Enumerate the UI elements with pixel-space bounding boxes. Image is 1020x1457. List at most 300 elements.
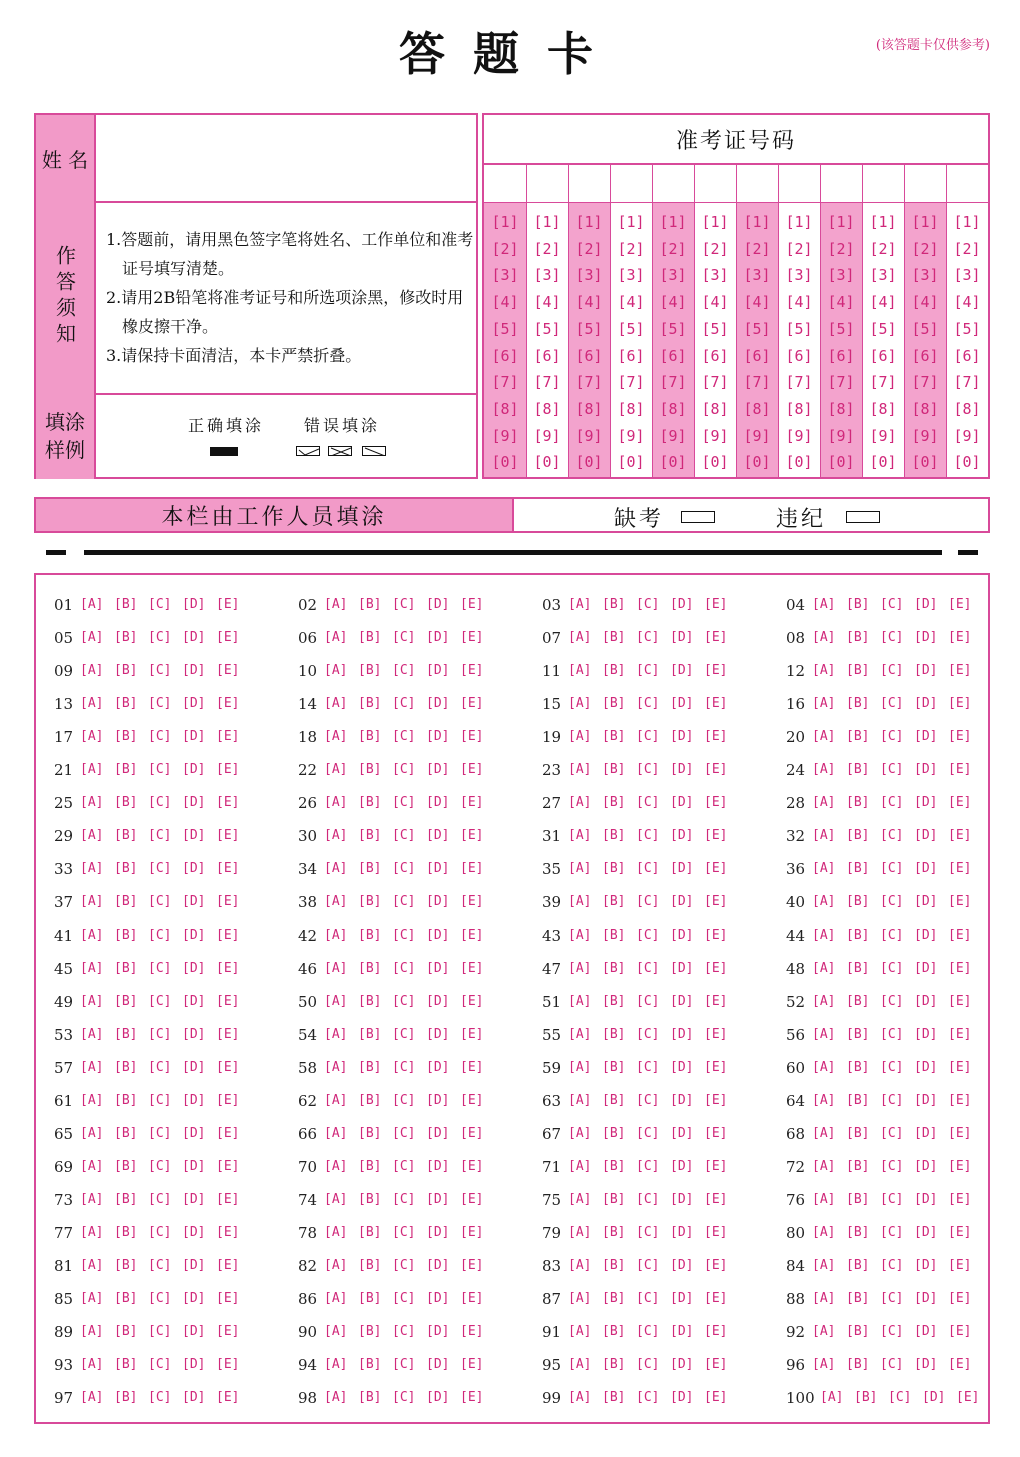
answer-bubble-a[interactable]: [A] — [324, 630, 348, 646]
answer-bubble-e[interactable]: [E] — [704, 1224, 728, 1240]
answer-bubble-c[interactable]: [C] — [880, 960, 904, 976]
answer-bubble-b[interactable]: [B] — [114, 795, 138, 811]
answer-bubble-a[interactable]: [A] — [324, 663, 348, 679]
admission-digit-bubble[interactable]: [7] — [869, 373, 897, 392]
answer-bubble-d[interactable]: [D] — [914, 1059, 938, 1075]
answer-bubble-b[interactable]: [B] — [358, 1291, 382, 1307]
answer-bubble-c[interactable]: [C] — [880, 993, 904, 1009]
answer-bubble-a[interactable]: [A] — [812, 828, 836, 844]
answer-bubble-c[interactable]: [C] — [636, 1092, 660, 1108]
answer-bubble-d[interactable]: [D] — [182, 729, 206, 745]
answer-bubble-d[interactable]: [D] — [182, 663, 206, 679]
answer-bubble-b[interactable]: [B] — [602, 927, 626, 943]
answer-bubble-b[interactable]: [B] — [114, 927, 138, 943]
admission-digit-bubble[interactable]: [3] — [743, 266, 771, 285]
admission-digit-bubble[interactable]: [7] — [575, 373, 603, 392]
admission-digit-bubble[interactable]: [6] — [575, 346, 603, 365]
answer-bubble-d[interactable]: [D] — [914, 1291, 938, 1307]
answer-bubble-e[interactable]: [E] — [216, 1390, 240, 1406]
answer-bubble-c[interactable]: [C] — [880, 828, 904, 844]
answer-bubble-e[interactable]: [E] — [216, 1191, 240, 1207]
admission-digit-bubble[interactable]: [4] — [617, 293, 645, 312]
admission-digit-bubble[interactable]: [9] — [743, 426, 771, 445]
admission-digit-bubble[interactable]: [5] — [575, 319, 603, 338]
answer-bubble-d[interactable]: [D] — [922, 1390, 946, 1406]
admission-digit-bubble[interactable]: [1] — [701, 213, 729, 231]
answer-bubble-a[interactable]: [A] — [568, 1357, 592, 1373]
answer-bubble-c[interactable]: [C] — [636, 1291, 660, 1307]
answer-bubble-e[interactable]: [E] — [948, 1191, 972, 1207]
answer-bubble-e[interactable]: [E] — [948, 696, 972, 712]
answer-bubble-a[interactable]: [A] — [324, 1125, 348, 1141]
answer-bubble-d[interactable]: [D] — [426, 1059, 450, 1075]
answer-bubble-a[interactable]: [A] — [812, 630, 836, 646]
answer-bubble-b[interactable]: [B] — [358, 1191, 382, 1207]
answer-bubble-e[interactable]: [E] — [704, 1026, 728, 1042]
admission-digit-bubble[interactable]: [2] — [701, 239, 729, 258]
answer-bubble-a[interactable]: [A] — [820, 1390, 844, 1406]
answer-bubble-b[interactable]: [B] — [602, 1291, 626, 1307]
answer-bubble-e[interactable]: [E] — [216, 1026, 240, 1042]
answer-bubble-d[interactable]: [D] — [182, 894, 206, 910]
answer-bubble-e[interactable]: [E] — [948, 729, 972, 745]
answer-bubble-c[interactable]: [C] — [392, 1026, 416, 1042]
admission-digit-bubble[interactable]: [9] — [953, 426, 981, 445]
answer-bubble-a[interactable]: [A] — [80, 894, 104, 910]
answer-bubble-c[interactable]: [C] — [880, 1191, 904, 1207]
answer-bubble-e[interactable]: [E] — [460, 630, 484, 646]
answer-bubble-a[interactable]: [A] — [812, 663, 836, 679]
answer-bubble-e[interactable]: [E] — [948, 960, 972, 976]
answer-bubble-d[interactable]: [D] — [914, 1324, 938, 1340]
admission-digit-bubble[interactable]: [8] — [617, 399, 645, 418]
answer-bubble-b[interactable]: [B] — [846, 597, 870, 612]
admission-digit-bubble[interactable]: [0] — [617, 453, 645, 472]
answer-bubble-a[interactable]: [A] — [812, 1158, 836, 1174]
admission-digit-bubble[interactable]: [1] — [659, 213, 687, 231]
answer-bubble-a[interactable]: [A] — [80, 1026, 104, 1042]
admission-digit-bubble[interactable]: [3] — [869, 266, 897, 285]
admission-write-cell[interactable] — [904, 165, 946, 203]
answer-bubble-c[interactable]: [C] — [636, 1224, 660, 1240]
answer-bubble-c[interactable]: [C] — [636, 1324, 660, 1340]
admission-digit-bubble[interactable]: [3] — [491, 266, 519, 285]
answer-bubble-c[interactable]: [C] — [148, 1026, 172, 1042]
admission-digit-bubble[interactable]: [8] — [701, 399, 729, 418]
answer-bubble-a[interactable]: [A] — [324, 1291, 348, 1307]
answer-bubble-d[interactable]: [D] — [426, 1224, 450, 1240]
admission-write-cell[interactable] — [484, 165, 526, 203]
admission-write-cell[interactable] — [820, 165, 862, 203]
answer-bubble-a[interactable]: [A] — [80, 597, 104, 612]
answer-bubble-d[interactable]: [D] — [914, 762, 938, 778]
answer-bubble-e[interactable]: [E] — [216, 795, 240, 811]
answer-bubble-d[interactable]: [D] — [670, 795, 694, 811]
answer-bubble-b[interactable]: [B] — [358, 1390, 382, 1406]
admission-digit-bubble[interactable]: [8] — [785, 399, 813, 418]
answer-bubble-a[interactable]: [A] — [324, 993, 348, 1009]
answer-bubble-c[interactable]: [C] — [392, 597, 416, 612]
admission-digit-bubble[interactable]: [2] — [785, 239, 813, 258]
answer-bubble-e[interactable]: [E] — [948, 1059, 972, 1075]
answer-bubble-b[interactable]: [B] — [602, 729, 626, 745]
answer-bubble-c[interactable]: [C] — [392, 1258, 416, 1273]
answer-bubble-b[interactable]: [B] — [114, 828, 138, 844]
answer-bubble-c[interactable]: [C] — [880, 663, 904, 679]
answer-bubble-c[interactable]: [C] — [880, 861, 904, 877]
admission-write-cell[interactable] — [610, 165, 652, 203]
answer-bubble-c[interactable]: [C] — [148, 993, 172, 1009]
answer-bubble-b[interactable]: [B] — [846, 960, 870, 976]
answer-bubble-e[interactable]: [E] — [704, 597, 728, 612]
answer-bubble-d[interactable]: [D] — [914, 927, 938, 943]
admission-digit-bubble[interactable]: [3] — [533, 266, 561, 285]
answer-bubble-a[interactable]: [A] — [324, 597, 348, 612]
answer-bubble-b[interactable]: [B] — [602, 1324, 626, 1340]
answer-bubble-a[interactable]: [A] — [80, 861, 104, 877]
answer-bubble-a[interactable]: [A] — [812, 960, 836, 976]
answer-bubble-b[interactable]: [B] — [114, 696, 138, 712]
admission-digit-bubble[interactable]: [6] — [533, 346, 561, 365]
answer-bubble-b[interactable]: [B] — [602, 1059, 626, 1075]
admission-digit-bubble[interactable]: [6] — [869, 346, 897, 365]
admission-digit-bubble[interactable]: [4] — [533, 293, 561, 312]
answer-bubble-e[interactable]: [E] — [704, 960, 728, 976]
admission-digit-bubble[interactable]: [5] — [827, 319, 855, 338]
admission-digit-bubble[interactable]: [8] — [869, 399, 897, 418]
admission-digit-bubble[interactable]: [2] — [869, 239, 897, 258]
answer-bubble-b[interactable]: [B] — [114, 960, 138, 976]
answer-bubble-c[interactable]: [C] — [880, 696, 904, 712]
answer-bubble-e[interactable]: [E] — [460, 927, 484, 943]
answer-bubble-e[interactable]: [E] — [704, 729, 728, 745]
answer-bubble-c[interactable]: [C] — [148, 1158, 172, 1174]
answer-bubble-a[interactable]: [A] — [568, 762, 592, 778]
answer-bubble-d[interactable]: [D] — [914, 894, 938, 910]
answer-bubble-c[interactable]: [C] — [880, 762, 904, 778]
admission-digit-bubble[interactable]: [3] — [827, 266, 855, 285]
answer-bubble-c[interactable]: [C] — [392, 1092, 416, 1108]
answer-bubble-c[interactable]: [C] — [636, 663, 660, 679]
answer-bubble-c[interactable]: [C] — [392, 696, 416, 712]
answer-bubble-a[interactable]: [A] — [324, 1324, 348, 1340]
answer-bubble-e[interactable]: [E] — [948, 894, 972, 910]
answer-bubble-d[interactable]: [D] — [670, 993, 694, 1009]
admission-digit-bubble[interactable]: [8] — [491, 399, 519, 418]
answer-bubble-e[interactable]: [E] — [948, 597, 972, 612]
answer-bubble-d[interactable]: [D] — [670, 828, 694, 844]
answer-bubble-c[interactable]: [C] — [880, 1258, 904, 1273]
admission-digit-bubble[interactable]: [5] — [533, 319, 561, 338]
answer-bubble-e[interactable]: [E] — [948, 795, 972, 811]
answer-bubble-b[interactable]: [B] — [602, 894, 626, 910]
answer-bubble-b[interactable]: [B] — [602, 1390, 626, 1406]
answer-bubble-a[interactable]: [A] — [568, 630, 592, 646]
answer-bubble-a[interactable]: [A] — [80, 1324, 104, 1340]
answer-bubble-a[interactable]: [A] — [812, 1092, 836, 1108]
answer-bubble-b[interactable]: [B] — [358, 1026, 382, 1042]
admission-write-cell[interactable] — [736, 165, 778, 203]
admission-digit-bubble[interactable]: [2] — [533, 239, 561, 258]
answer-bubble-a[interactable]: [A] — [568, 1390, 592, 1406]
answer-bubble-b[interactable]: [B] — [114, 597, 138, 612]
answer-bubble-c[interactable]: [C] — [880, 795, 904, 811]
admission-digit-bubble[interactable]: [6] — [953, 346, 981, 365]
answer-bubble-d[interactable]: [D] — [670, 663, 694, 679]
answer-bubble-b[interactable]: [B] — [114, 993, 138, 1009]
answer-bubble-e[interactable]: [E] — [460, 1357, 484, 1373]
answer-bubble-c[interactable]: [C] — [148, 1324, 172, 1340]
admission-digit-bubble[interactable]: [2] — [575, 239, 603, 258]
answer-bubble-d[interactable]: [D] — [426, 630, 450, 646]
admission-digit-bubble[interactable]: [2] — [743, 239, 771, 258]
answer-bubble-a[interactable]: [A] — [568, 597, 592, 612]
answer-bubble-a[interactable]: [A] — [324, 1390, 348, 1406]
answer-bubble-a[interactable]: [A] — [324, 795, 348, 811]
answer-bubble-a[interactable]: [A] — [812, 861, 836, 877]
answer-bubble-b[interactable]: [B] — [358, 1092, 382, 1108]
answer-bubble-b[interactable]: [B] — [114, 1357, 138, 1373]
answer-bubble-e[interactable]: [E] — [460, 1092, 484, 1108]
admission-write-cell[interactable] — [694, 165, 736, 203]
answer-bubble-b[interactable]: [B] — [846, 861, 870, 877]
answer-bubble-d[interactable]: [D] — [914, 1357, 938, 1373]
answer-bubble-c[interactable]: [C] — [636, 1026, 660, 1042]
answer-bubble-d[interactable]: [D] — [914, 663, 938, 679]
admission-digit-bubble[interactable]: [6] — [743, 346, 771, 365]
answer-bubble-e[interactable]: [E] — [948, 630, 972, 646]
admission-digit-bubble[interactable]: [9] — [617, 426, 645, 445]
answer-bubble-d[interactable]: [D] — [914, 630, 938, 646]
admission-digit-bubble[interactable]: [0] — [575, 453, 603, 472]
answer-bubble-a[interactable]: [A] — [568, 795, 592, 811]
answer-bubble-c[interactable]: [C] — [636, 861, 660, 877]
answer-bubble-c[interactable]: [C] — [392, 861, 416, 877]
answer-bubble-a[interactable]: [A] — [812, 993, 836, 1009]
answer-bubble-e[interactable]: [E] — [948, 1291, 972, 1307]
answer-bubble-e[interactable]: [E] — [956, 1390, 980, 1406]
answer-bubble-d[interactable]: [D] — [670, 1258, 694, 1273]
answer-bubble-d[interactable]: [D] — [182, 960, 206, 976]
answer-bubble-e[interactable]: [E] — [460, 960, 484, 976]
answer-bubble-e[interactable]: [E] — [704, 1191, 728, 1207]
answer-bubble-e[interactable]: [E] — [216, 1258, 240, 1273]
answer-bubble-b[interactable]: [B] — [114, 729, 138, 745]
admission-digit-bubble[interactable]: [8] — [533, 399, 561, 418]
answer-bubble-d[interactable]: [D] — [914, 1224, 938, 1240]
answer-bubble-b[interactable]: [B] — [602, 663, 626, 679]
admission-digit-bubble[interactable]: [5] — [701, 319, 729, 338]
answer-bubble-a[interactable]: [A] — [812, 696, 836, 712]
answer-bubble-a[interactable]: [A] — [812, 1059, 836, 1075]
answer-bubble-a[interactable]: [A] — [568, 696, 592, 712]
answer-bubble-b[interactable]: [B] — [358, 1224, 382, 1240]
violation-checkbox[interactable] — [846, 511, 880, 523]
answer-bubble-b[interactable]: [B] — [358, 1158, 382, 1174]
answer-bubble-a[interactable]: [A] — [568, 1092, 592, 1108]
admission-digit-bubble[interactable]: [2] — [659, 239, 687, 258]
answer-bubble-b[interactable]: [B] — [846, 828, 870, 844]
answer-bubble-c[interactable]: [C] — [392, 1390, 416, 1406]
answer-bubble-c[interactable]: [C] — [392, 828, 416, 844]
answer-bubble-c[interactable]: [C] — [636, 894, 660, 910]
admission-digit-bubble[interactable]: [4] — [827, 293, 855, 312]
answer-bubble-e[interactable]: [E] — [216, 630, 240, 646]
admission-digit-bubble[interactable]: [0] — [659, 453, 687, 472]
answer-bubble-c[interactable]: [C] — [636, 960, 660, 976]
answer-bubble-d[interactable]: [D] — [182, 1059, 206, 1075]
answer-bubble-b[interactable]: [B] — [602, 696, 626, 712]
answer-bubble-c[interactable]: [C] — [148, 1125, 172, 1141]
answer-bubble-e[interactable]: [E] — [460, 597, 484, 612]
answer-bubble-e[interactable]: [E] — [216, 1092, 240, 1108]
answer-bubble-a[interactable]: [A] — [324, 762, 348, 778]
answer-bubble-c[interactable]: [C] — [636, 1191, 660, 1207]
answer-bubble-a[interactable]: [A] — [812, 1291, 836, 1307]
answer-bubble-c[interactable]: [C] — [636, 762, 660, 778]
answer-bubble-e[interactable]: [E] — [948, 1324, 972, 1340]
answer-bubble-c[interactable]: [C] — [148, 729, 172, 745]
admission-digit-bubble[interactable]: [7] — [785, 373, 813, 392]
answer-bubble-e[interactable]: [E] — [460, 1026, 484, 1042]
admission-digit-bubble[interactable]: [1] — [617, 213, 645, 231]
answer-bubble-d[interactable]: [D] — [426, 597, 450, 612]
answer-bubble-e[interactable]: [E] — [704, 828, 728, 844]
answer-bubble-d[interactable]: [D] — [182, 861, 206, 877]
answer-bubble-e[interactable]: [E] — [704, 993, 728, 1009]
answer-bubble-e[interactable]: [E] — [460, 1158, 484, 1174]
answer-bubble-d[interactable]: [D] — [182, 1026, 206, 1042]
answer-bubble-b[interactable]: [B] — [358, 861, 382, 877]
answer-bubble-e[interactable]: [E] — [704, 861, 728, 877]
answer-bubble-c[interactable]: [C] — [148, 1191, 172, 1207]
answer-bubble-b[interactable]: [B] — [114, 1390, 138, 1406]
answer-bubble-c[interactable]: [C] — [636, 1357, 660, 1373]
answer-bubble-e[interactable]: [E] — [948, 993, 972, 1009]
answer-bubble-e[interactable]: [E] — [704, 696, 728, 712]
answer-bubble-a[interactable]: [A] — [80, 927, 104, 943]
answer-bubble-a[interactable]: [A] — [324, 861, 348, 877]
answer-bubble-e[interactable]: [E] — [948, 927, 972, 943]
answer-bubble-e[interactable]: [E] — [216, 993, 240, 1009]
answer-bubble-a[interactable]: [A] — [568, 993, 592, 1009]
answer-bubble-c[interactable]: [C] — [636, 630, 660, 646]
admission-digit-bubble[interactable]: [5] — [617, 319, 645, 338]
answer-bubble-d[interactable]: [D] — [670, 1191, 694, 1207]
answer-bubble-b[interactable]: [B] — [846, 762, 870, 778]
admission-digit-bubble[interactable]: [8] — [659, 399, 687, 418]
answer-bubble-a[interactable]: [A] — [80, 960, 104, 976]
answer-bubble-b[interactable]: [B] — [114, 1191, 138, 1207]
answer-bubble-d[interactable]: [D] — [914, 1092, 938, 1108]
answer-bubble-a[interactable]: [A] — [324, 927, 348, 943]
answer-bubble-d[interactable]: [D] — [914, 1125, 938, 1141]
answer-bubble-e[interactable]: [E] — [704, 630, 728, 646]
answer-bubble-c[interactable]: [C] — [880, 1092, 904, 1108]
answer-bubble-a[interactable]: [A] — [568, 1291, 592, 1307]
answer-bubble-e[interactable]: [E] — [704, 1092, 728, 1108]
answer-bubble-c[interactable]: [C] — [888, 1390, 912, 1406]
answer-bubble-d[interactable]: [D] — [670, 1125, 694, 1141]
answer-bubble-b[interactable]: [B] — [846, 630, 870, 646]
answer-bubble-c[interactable]: [C] — [880, 597, 904, 612]
answer-bubble-a[interactable]: [A] — [80, 993, 104, 1009]
admission-digit-bubble[interactable]: [1] — [533, 213, 561, 231]
answer-bubble-c[interactable]: [C] — [880, 1125, 904, 1141]
admission-digit-bubble[interactable]: [9] — [869, 426, 897, 445]
admission-digit-bubble[interactable]: [1] — [785, 213, 813, 231]
admission-digit-bubble[interactable]: [8] — [911, 399, 939, 418]
admission-digit-bubble[interactable]: [9] — [575, 426, 603, 445]
answer-bubble-e[interactable]: [E] — [216, 1324, 240, 1340]
answer-bubble-b[interactable]: [B] — [846, 1092, 870, 1108]
answer-bubble-c[interactable]: [C] — [880, 630, 904, 646]
answer-bubble-d[interactable]: [D] — [426, 1191, 450, 1207]
answer-bubble-e[interactable]: [E] — [460, 1224, 484, 1240]
admission-digit-bubble[interactable]: [4] — [911, 293, 939, 312]
answer-bubble-b[interactable]: [B] — [846, 1291, 870, 1307]
answer-bubble-b[interactable]: [B] — [358, 663, 382, 679]
answer-bubble-a[interactable]: [A] — [80, 663, 104, 679]
answer-bubble-a[interactable]: [A] — [568, 960, 592, 976]
admission-digit-bubble[interactable]: [0] — [869, 453, 897, 472]
admission-digit-bubble[interactable]: [4] — [743, 293, 771, 312]
answer-bubble-e[interactable]: [E] — [460, 828, 484, 844]
answer-bubble-e[interactable]: [E] — [460, 1059, 484, 1075]
answer-bubble-c[interactable]: [C] — [636, 828, 660, 844]
admission-digit-bubble[interactable]: [7] — [617, 373, 645, 392]
admission-digit-bubble[interactable]: [3] — [701, 266, 729, 285]
answer-bubble-e[interactable]: [E] — [704, 1357, 728, 1373]
answer-bubble-d[interactable]: [D] — [914, 729, 938, 745]
answer-bubble-a[interactable]: [A] — [324, 1026, 348, 1042]
answer-bubble-c[interactable]: [C] — [148, 630, 172, 646]
answer-bubble-e[interactable]: [E] — [704, 1324, 728, 1340]
admission-digit-bubble[interactable]: [0] — [533, 453, 561, 472]
answer-bubble-d[interactable]: [D] — [914, 795, 938, 811]
admission-digit-bubble[interactable]: [4] — [869, 293, 897, 312]
admission-digit-bubble[interactable]: [6] — [617, 346, 645, 365]
answer-bubble-d[interactable]: [D] — [426, 762, 450, 778]
answer-bubble-a[interactable]: [A] — [568, 894, 592, 910]
answer-bubble-a[interactable]: [A] — [568, 1224, 592, 1240]
answer-bubble-e[interactable]: [E] — [460, 729, 484, 745]
answer-bubble-d[interactable]: [D] — [914, 1258, 938, 1273]
answer-bubble-d[interactable]: [D] — [182, 1092, 206, 1108]
admission-write-cell[interactable] — [652, 165, 694, 203]
admission-digit-bubble[interactable]: [1] — [575, 213, 603, 231]
answer-bubble-a[interactable]: [A] — [568, 1026, 592, 1042]
answer-bubble-d[interactable]: [D] — [670, 1390, 694, 1406]
answer-bubble-c[interactable]: [C] — [636, 597, 660, 612]
admission-digit-bubble[interactable]: [7] — [911, 373, 939, 392]
admission-write-cell[interactable] — [946, 165, 988, 203]
answer-bubble-c[interactable]: [C] — [148, 927, 172, 943]
answer-bubble-d[interactable]: [D] — [914, 696, 938, 712]
answer-bubble-c[interactable]: [C] — [636, 729, 660, 745]
answer-bubble-c[interactable]: [C] — [392, 1291, 416, 1307]
admission-digit-bubble[interactable]: [4] — [659, 293, 687, 312]
answer-bubble-c[interactable]: [C] — [392, 927, 416, 943]
answer-bubble-e[interactable]: [E] — [216, 960, 240, 976]
answer-bubble-b[interactable]: [B] — [602, 1357, 626, 1373]
answer-bubble-b[interactable]: [B] — [602, 1158, 626, 1174]
answer-bubble-d[interactable]: [D] — [426, 1324, 450, 1340]
answer-bubble-b[interactable]: [B] — [358, 993, 382, 1009]
answer-bubble-e[interactable]: [E] — [704, 1059, 728, 1075]
answer-bubble-b[interactable]: [B] — [358, 795, 382, 811]
admission-digit-bubble[interactable]: [8] — [953, 399, 981, 418]
